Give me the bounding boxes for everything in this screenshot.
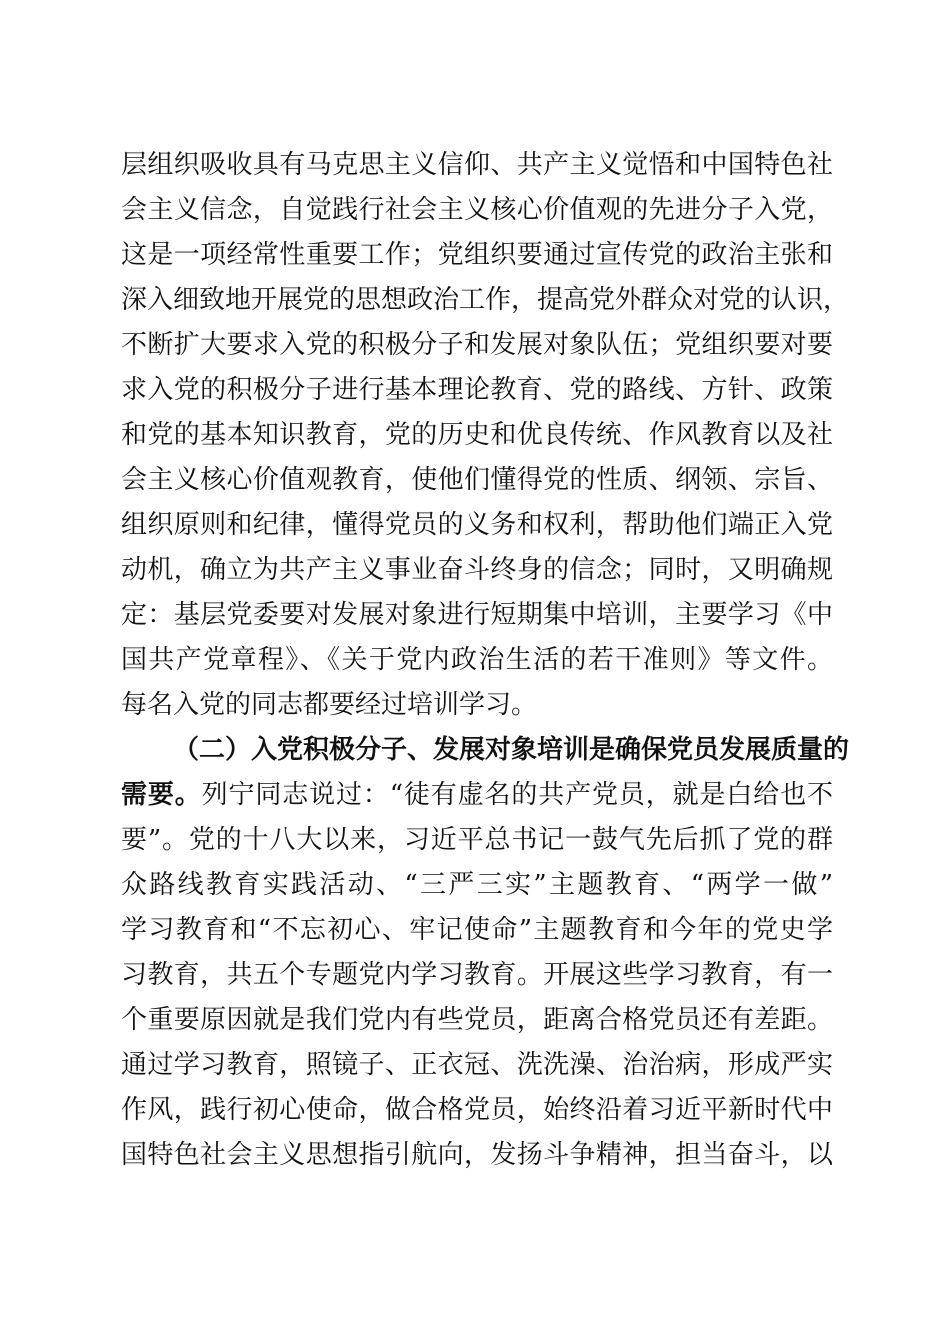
- paragraph-2-line-3: 要”。党的十八大以来，习近平总书记一鼓气先后抓了党的群: [121, 825, 833, 855]
- paragraph-2-line-2: [121, 775, 833, 815]
- paragraph-1-line-9: 组织原则和纪律，懂得党员的义务和权利，帮助他们端正入党: [121, 510, 833, 540]
- paragraph-1-line-2: 会主义信念，自觉践行社会主义核心价值观的先进分子入党，: [121, 195, 833, 225]
- paragraph-2-line-9: 作风，践行初心使命，做合格党员，始终沿着习近平新时代中: [121, 1095, 833, 1125]
- paragraph-1-line-3: 这是一项经常性重要工作；党组织要通过宣传党的政治主张和: [121, 240, 833, 270]
- paragraph-1-line-7: 和党的基本知识教育，党的历史和优良传统、作风教育以及社: [121, 420, 833, 450]
- paragraph-2-line-7: 个重要原因就是我们党内有些党员，距离合格党员还有差距。: [121, 1005, 833, 1035]
- paragraph-2-line-4: 众路线教育实践活动、“三严三实”主题教育、“两学一做”: [121, 870, 833, 900]
- paragraph-2-line-10: 国特色社会主义思想指引航向，发扬斗争精神，担当奋斗，以: [121, 1140, 833, 1170]
- paragraph-1-line-10: 动机，确立为共产主义事业奋斗终身的信念；同时，又明确规: [121, 555, 833, 585]
- paragraph-1-line-1: 层组织吸收具有马克思主义信仰、共产主义觉悟和中国特色社: [121, 150, 833, 180]
- paragraph-1-line-8: 会主义核心价值观教育，使他们懂得党的性质、纲领、宗旨、: [121, 465, 833, 495]
- paragraph-2-line-5: 学习教育和“不忘初心、牢记使命”主题教育和今年的党史学: [121, 915, 833, 945]
- section-heading-line-2: 需要。: [121, 780, 202, 810]
- paragraph-1-line-6: 求入党的积极分子进行基本理论教育、党的路线、方针、政策: [121, 375, 833, 405]
- paragraph-2-line-2-rest: 列宁同志说过：“徒有虚名的共产党员，就是白给也不: [201, 780, 833, 810]
- paragraph-1-line-5: 不断扩大要求入党的积极分子和发展对象队伍；党组织要对要: [121, 330, 833, 360]
- paragraph-1-line-4: 深入细致地开展党的思想政治工作，提高党外群众对党的认识，: [121, 285, 850, 315]
- section-heading-line-1: （二）入党积极分子、发展对象培训是确保党员发展质量的: [173, 735, 850, 765]
- paragraph-1-line-12: 国共产党章程》、《关于党内政治生活的若干准则》等文件。: [121, 645, 833, 675]
- paragraph-1-line-13: 每名入党的同志都要经过培训学习。: [121, 690, 538, 720]
- paragraph-2-line-6: 习教育，共五个专题党内学习教育。开展这些学习教育，有一: [121, 960, 833, 990]
- paragraph-1-line-11: 定：基层党委要对发展对象进行短期集中培训，主要学习《中: [121, 600, 833, 630]
- paragraph-2-line-8: 通过学习教育，照镜子、正衣冠、洗洗澡、治治病，形成严实: [121, 1050, 833, 1080]
